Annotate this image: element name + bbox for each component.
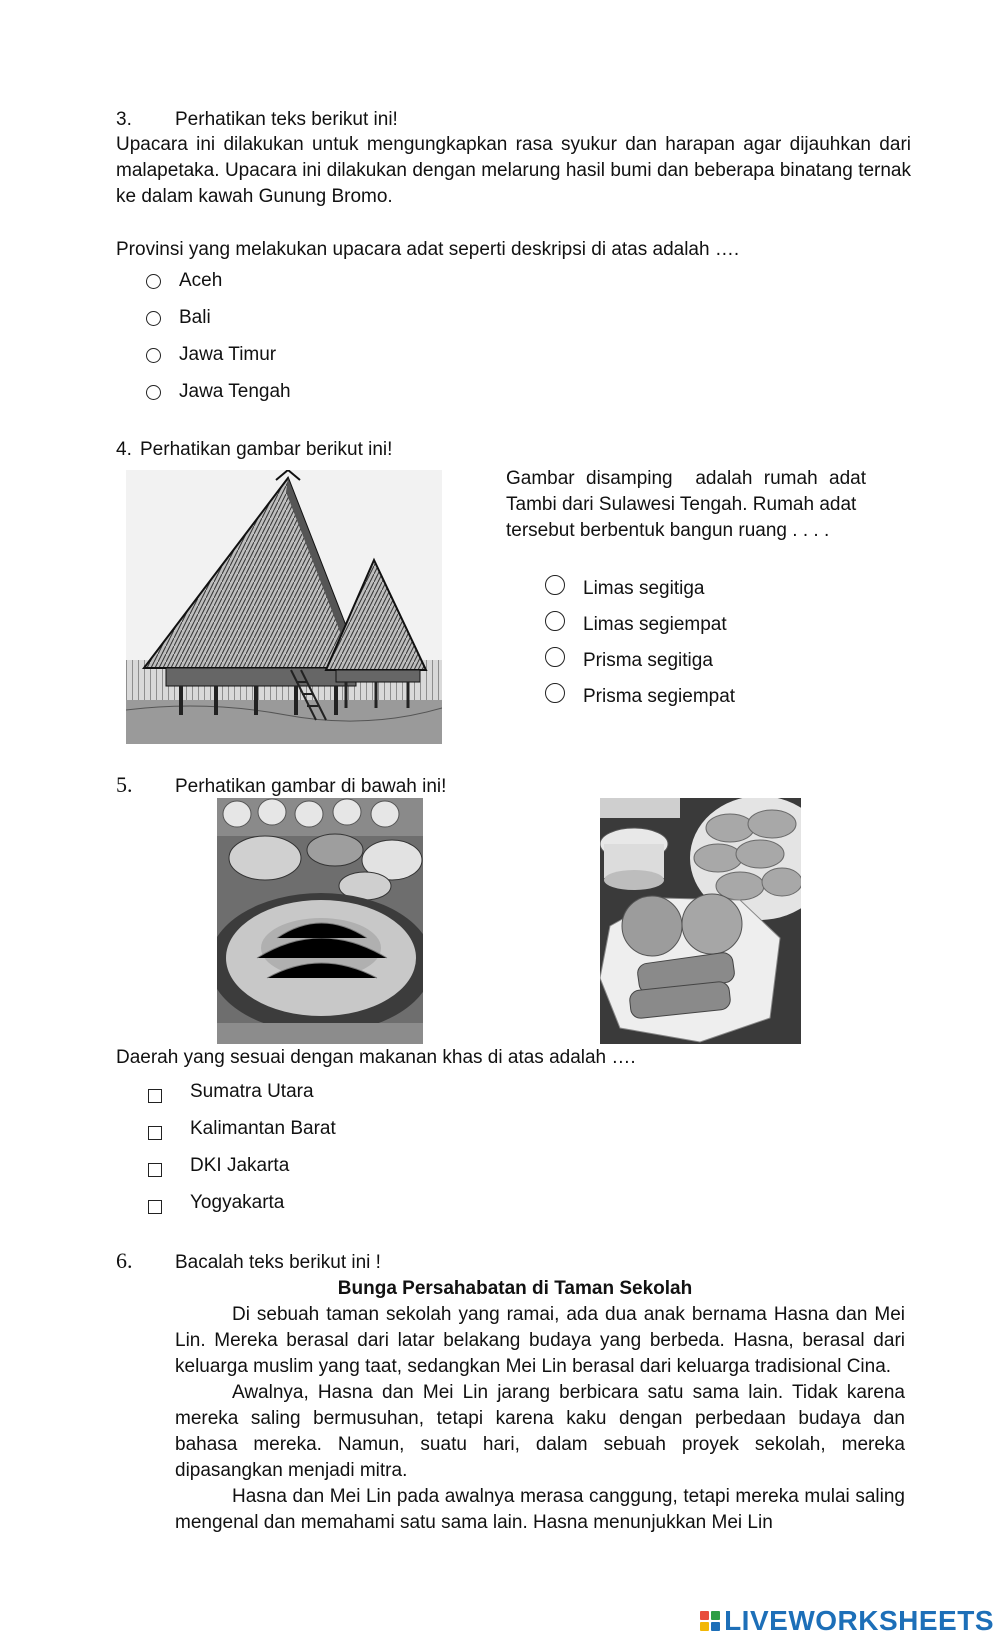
q5-option-dki-jakarta[interactable] bbox=[148, 1157, 289, 1183]
q3-option-bali[interactable] bbox=[146, 305, 211, 331]
q4-option-limas-segiempat[interactable] bbox=[545, 608, 727, 634]
food-photo-left bbox=[217, 798, 423, 1044]
q5-option-label: DKI Jakarta bbox=[190, 1155, 290, 1176]
q3-prompt: Perhatikan teks berikut ini! bbox=[175, 109, 398, 130]
q4-description-line-2: Tambi dari Sulawesi Tengah. Rumah adat bbox=[506, 494, 857, 515]
q3-option-label: Bali bbox=[179, 307, 211, 328]
q5-prompt: Perhatikan gambar di bawah ini! bbox=[175, 776, 447, 797]
q5-question: Daerah yang sesuai dengan makanan khas di atas adalah …. bbox=[116, 1047, 636, 1068]
q4-option-label: Limas segiempat bbox=[583, 614, 727, 635]
radio-button[interactable] bbox=[545, 683, 565, 703]
q5-option-label: Kalimantan Barat bbox=[190, 1118, 336, 1139]
story-title: Bunga Persahabatan di Taman Sekolah bbox=[337, 1278, 693, 1299]
q4-option-label: Prisma segiempat bbox=[583, 686, 736, 707]
radio-button[interactable] bbox=[545, 575, 565, 595]
q4-option-prisma-segitiga[interactable] bbox=[545, 644, 713, 670]
logo-text: LIVEWORKSHEETS bbox=[724, 1605, 994, 1636]
radio-button[interactable] bbox=[146, 311, 161, 326]
q3-option-label: Aceh bbox=[179, 270, 223, 291]
q5-option-yogyakarta[interactable] bbox=[148, 1194, 284, 1220]
q6-number: 6. bbox=[116, 1248, 133, 1273]
q4-number: 4. bbox=[116, 439, 132, 460]
radio-button[interactable] bbox=[545, 647, 565, 667]
q3-number: 3. bbox=[116, 109, 132, 130]
checkbox[interactable] bbox=[148, 1200, 162, 1214]
q4-option-limas-segitiga[interactable] bbox=[545, 572, 704, 598]
rumah-adat-tambi-image bbox=[126, 470, 442, 744]
checkbox[interactable] bbox=[148, 1126, 162, 1140]
q3-option-label: Jawa Timur bbox=[179, 344, 277, 365]
q5-option-label: Yogyakarta bbox=[190, 1192, 285, 1213]
q6-prompt: Bacalah teks berikut ini ! bbox=[175, 1252, 381, 1273]
q4-description-line-1: Gambar disamping adalah rumah adat bbox=[506, 468, 866, 489]
q4-option-prisma-segiempat[interactable] bbox=[545, 680, 735, 706]
checkbox[interactable] bbox=[148, 1163, 162, 1177]
q3-option-jawa-timur[interactable] bbox=[146, 342, 276, 368]
q5-option-label: Sumatra Utara bbox=[190, 1081, 314, 1102]
q3-option-aceh[interactable] bbox=[146, 268, 222, 294]
liveworksheets-logo-icon bbox=[700, 1611, 720, 1631]
q5-number: 5. bbox=[116, 772, 133, 797]
radio-button[interactable] bbox=[146, 274, 161, 289]
q3-option-label: Jawa Tengah bbox=[179, 381, 291, 402]
food-photo-right bbox=[600, 798, 801, 1044]
story-paragraph: Hasna dan Mei Lin pada awalnya merasa canggung, tetapi mereka mulai saling mengenal dan memahami satu sama lain. Hasna menunjukkan Mei Lin bbox=[175, 1486, 905, 1533]
q4-description-line-3: tersebut berbentuk bangun ruang . . . . bbox=[506, 520, 830, 541]
story-paragraph: Awalnya, Hasna dan Mei Lin jarang berbicara satu sama lain. Tidak karena mereka saling bermusuhan, tetapi karena kaku dengan perbedaan budaya dan bahasa mereka. Namun, suatu hari, dalam sebuah proyek sekolah, mereka dipasangkan menjadi mitra. bbox=[175, 1382, 905, 1481]
radio-button[interactable] bbox=[545, 611, 565, 631]
q5-option-sumatra-utara[interactable] bbox=[148, 1083, 314, 1109]
story-paragraph: Di sebuah taman sekolah yang ramai, ada dua anak bernama Hasna dan Mei Lin. Mereka berasal dari latar belakang budaya yang berbeda. Hasna, berasal dari keluarga muslim yang taat, sedangkan Mei Lin berasal dari keluarga tradisional Cina. bbox=[175, 1304, 905, 1377]
q4-option-label: Prisma segitiga bbox=[583, 650, 713, 671]
q5-option-kalimantan-barat[interactable] bbox=[148, 1120, 336, 1146]
q3-passage: Upacara ini dilakukan untuk mengungkapkan rasa syukur dan harapan agar dijauhkan dari malapetaka. Upacara ini dilakukan dengan melarung hasil bumi dan beberapa binatang ternak ke dalam kawah Gunung Bromo. bbox=[116, 134, 911, 207]
q3-question: Provinsi yang melakukan upacara adat seperti deskripsi di atas adalah …. bbox=[116, 239, 740, 260]
radio-button[interactable] bbox=[146, 385, 161, 400]
q4-prompt: Perhatikan gambar berikut ini! bbox=[140, 439, 393, 460]
radio-button[interactable] bbox=[146, 348, 161, 363]
liveworksheets-logo bbox=[700, 1605, 994, 1636]
q4-option-label: Limas segitiga bbox=[583, 578, 705, 599]
checkbox[interactable] bbox=[148, 1089, 162, 1103]
story-body bbox=[175, 1302, 905, 1536]
q3-option-jawa-tengah[interactable] bbox=[146, 379, 291, 405]
